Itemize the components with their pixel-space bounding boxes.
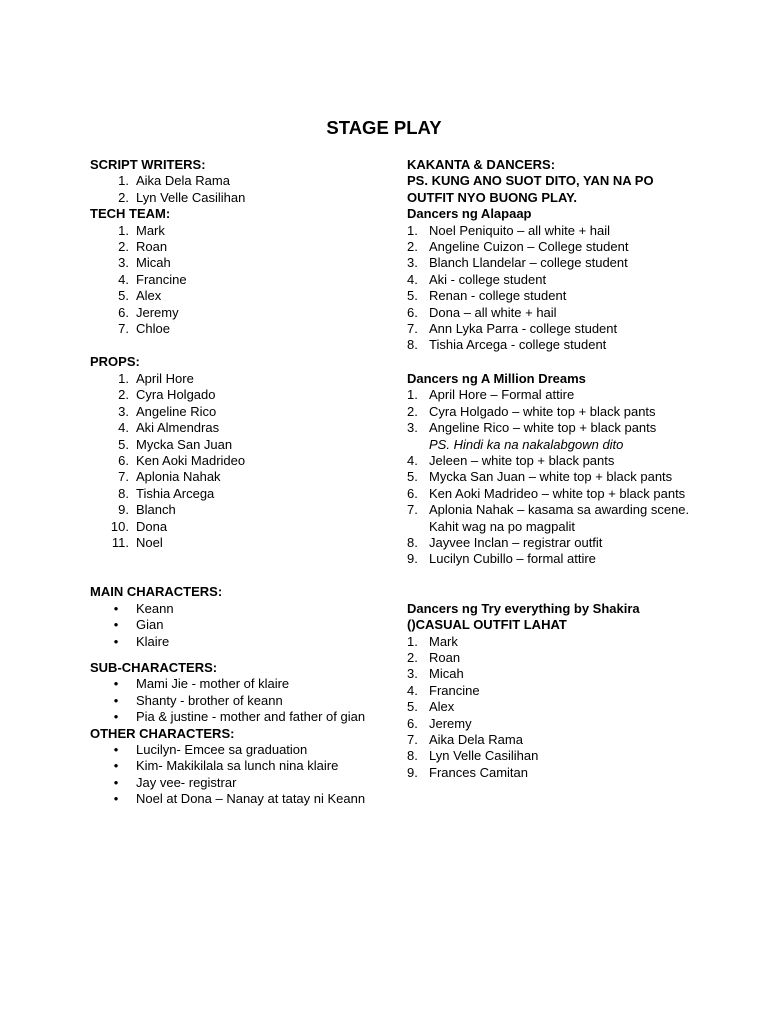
tech-team-heading: TECH TEAM:	[90, 206, 171, 222]
list-number: 6.	[118, 304, 129, 320]
list-number: 8.	[407, 534, 418, 550]
other-characters-heading: OTHER CHARACTERS:	[90, 725, 235, 741]
list-number: 7.	[118, 469, 129, 485]
main-characters-heading: MAIN CHARACTERS:	[90, 584, 223, 600]
list-item-text: Tishia Arcega	[136, 485, 215, 501]
list-number: 7.	[407, 321, 418, 337]
list-item-text: Jeleen – white top + black pants	[429, 452, 615, 468]
list-item-text: Aplonia Nahak	[136, 469, 221, 485]
dancers-heading: KAKANTA & DANCERS:	[407, 157, 556, 172]
million-dreams-heading: Dancers ng A Million Dreams	[407, 370, 586, 386]
left-column	[90, 157, 380, 808]
list-item	[407, 551, 697, 567]
outfit-note-heading: PS. KUNG ANO SUOT DITO, YAN NA PO OUTFIT NYO BUONG PLAY.	[407, 173, 654, 205]
list-item	[407, 223, 697, 239]
list-item-text: April Hore	[136, 370, 194, 386]
list-item	[90, 255, 380, 271]
list-number: 7.	[407, 732, 418, 747]
list-item	[90, 190, 380, 206]
list-number: 3.	[407, 255, 418, 271]
bullet-marker: •	[113, 758, 119, 774]
list-item-text: Roan	[429, 649, 461, 665]
main-characters-list	[90, 601, 380, 650]
list-item-text: April Hore – Formal attire	[429, 387, 575, 403]
list-item	[407, 699, 697, 715]
list-number: 5.	[118, 436, 129, 452]
list-number: 7.	[407, 502, 418, 518]
sub-characters-list	[90, 676, 380, 725]
list-item	[407, 387, 697, 403]
list-item	[407, 650, 697, 666]
list-item-text: Chloe	[136, 321, 170, 337]
list-number: 1.	[407, 633, 418, 649]
list-item-text: Aki Almendras	[136, 420, 220, 436]
list-item	[90, 617, 380, 633]
bullet-marker: •	[113, 617, 119, 633]
list-item	[407, 288, 697, 304]
list-item	[407, 239, 697, 255]
list-item	[90, 693, 380, 709]
list-item-text: Pia & justine - mother and father of gian	[136, 709, 366, 725]
list-number: 5.	[118, 288, 129, 304]
list-number: 4.	[407, 682, 418, 698]
list-item	[90, 758, 380, 774]
list-number: 8.	[407, 748, 418, 764]
bullet-marker: •	[113, 600, 119, 616]
list-item-text: Angeline Cuizon – College student	[429, 239, 629, 255]
list-number: 3.	[118, 403, 129, 419]
list-item	[90, 502, 380, 518]
list-item-text: Mark	[136, 222, 165, 238]
list-item	[90, 709, 380, 725]
try-everything-list	[407, 634, 697, 782]
script-writers-heading: SCRIPT WRITERS:	[90, 157, 206, 172]
list-item-text: Ken Aoki Madrideo	[136, 452, 246, 468]
list-item-text: Renan - college student	[429, 288, 567, 304]
list-item-text: Angeline Rico – white top + black pants	[429, 420, 657, 436]
list-item	[407, 337, 697, 353]
alapaap-list	[407, 223, 697, 354]
list-number: 2.	[118, 239, 129, 255]
list-number: 2.	[118, 189, 129, 205]
list-item-text: Mami Jie - mother of klaire	[136, 676, 290, 692]
list-item	[90, 676, 380, 692]
list-item	[407, 255, 697, 271]
list-item-text: Alex	[136, 288, 162, 304]
list-item	[90, 239, 380, 255]
list-item	[90, 272, 380, 288]
list-number: 1.	[407, 222, 418, 238]
list-item-text: Mycka San Juan – white top + black pants	[429, 469, 673, 485]
bullet-marker: •	[113, 791, 119, 807]
list-item-text: Lyn Velle Casilihan	[136, 189, 246, 205]
list-item-text: Frances Camitan	[429, 764, 528, 780]
list-number: 1.	[118, 173, 129, 189]
bullet-marker: •	[113, 692, 119, 708]
list-item-text: Aki - college student	[429, 271, 547, 287]
list-item-text: Mycka San Juan	[136, 436, 233, 452]
outfit-note: PS. Hindi ka na nakalabgown dito	[429, 436, 624, 452]
list-number: 3.	[407, 420, 418, 436]
list-item-text: Noel	[136, 534, 163, 550]
list-item-text: Klaire	[136, 633, 170, 649]
list-item	[407, 404, 697, 420]
list-item	[90, 387, 380, 403]
list-item-text: Angeline Rico	[136, 403, 217, 419]
list-item	[407, 765, 697, 781]
list-item-text: Ann Lyka Parra - college student	[429, 321, 618, 337]
list-item	[407, 486, 697, 502]
props-list	[90, 371, 380, 551]
list-item-text: Blanch	[136, 502, 176, 518]
list-item-text: Mark	[429, 633, 458, 649]
list-number: 11.	[111, 534, 129, 550]
list-number: 10.	[110, 518, 129, 534]
list-item	[90, 223, 380, 239]
list-item-text: Cyra Holgado	[136, 387, 216, 403]
list-item	[90, 321, 380, 337]
list-number: 5.	[407, 469, 418, 485]
list-item-text: Cyra Holgado – white top + black pants	[429, 403, 656, 419]
right-column	[407, 157, 697, 781]
bullet-marker: •	[113, 774, 119, 790]
list-item-text: Shanty - brother of keann	[136, 692, 283, 708]
list-item	[90, 791, 380, 807]
list-number: 5.	[407, 699, 418, 715]
bullet-marker: •	[113, 676, 119, 692]
page-title: STAGE PLAY	[326, 117, 442, 138]
list-item	[90, 305, 380, 321]
list-item	[90, 288, 380, 304]
list-item	[90, 535, 380, 551]
list-number: 6.	[407, 304, 418, 320]
list-item	[90, 371, 380, 387]
list-item-text: Keann	[136, 600, 174, 616]
list-number: 4.	[407, 271, 418, 287]
list-number: 4.	[407, 452, 418, 468]
list-item	[407, 321, 697, 337]
list-number: 4.	[118, 271, 129, 287]
list-item-text: Jeremy	[136, 304, 179, 320]
list-number: 7.	[118, 321, 129, 337]
list-item-text: Lyn Velle Casilihan	[429, 748, 539, 764]
list-item	[90, 601, 380, 617]
list-item	[407, 748, 697, 764]
list-item-text: Roan	[136, 239, 168, 255]
list-number: 1.	[118, 222, 129, 238]
list-item	[407, 535, 697, 551]
list-item-text: Lucilyn- Emcee sa graduation	[136, 742, 308, 757]
list-item-text: Francine	[136, 271, 187, 287]
list-item	[90, 486, 380, 502]
list-number: 9.	[407, 764, 418, 780]
list-item	[90, 420, 380, 436]
props-heading: PROPS:	[90, 354, 140, 370]
list-item	[407, 272, 697, 288]
try-everything-heading: Dancers ng Try everything by Shakira ()CASUAL OUTFIT LAHAT	[407, 600, 640, 633]
list-item-text: Ken Aoki Madrideo – white top + black pants	[429, 485, 686, 501]
list-item-text: Dona	[136, 518, 168, 534]
bullet-marker: •	[113, 633, 119, 649]
list-number: 2.	[407, 239, 418, 255]
list-item-text: Jeremy	[429, 715, 472, 731]
list-item-text: Aika Dela Rama	[136, 173, 230, 189]
list-number: 8.	[407, 337, 418, 353]
list-item	[90, 173, 380, 189]
list-item	[407, 469, 697, 485]
list-number: 3.	[118, 255, 129, 271]
list-item	[407, 683, 697, 699]
list-item-text: Aplonia Nahak – kasama sa awarding scene. Kahit wag na po magpalit	[429, 502, 690, 534]
alapaap-heading: Dancers ng Alapaap	[407, 206, 532, 222]
list-number: 6.	[407, 485, 418, 501]
list-item-text: Gian	[136, 617, 164, 633]
million-dreams-list	[407, 387, 697, 567]
list-number: 6.	[407, 715, 418, 731]
list-item-text: Micah	[429, 666, 464, 682]
list-item-text: Blanch Llandelar – college student	[429, 255, 628, 271]
tech-team-list	[90, 223, 380, 338]
list-item	[90, 469, 380, 485]
list-item-text: Noel at Dona – Nanay at tatay ni Keann	[136, 791, 366, 807]
bullet-marker: •	[113, 742, 119, 757]
list-number: 1.	[118, 370, 129, 386]
list-number: 3.	[407, 666, 418, 682]
list-item-text: Micah	[136, 255, 171, 271]
list-number: 1.	[407, 387, 418, 403]
list-number: 6.	[118, 452, 129, 468]
list-item	[407, 732, 697, 748]
list-item	[407, 634, 697, 650]
list-number: 9.	[118, 502, 129, 518]
list-item	[90, 634, 380, 650]
list-item-text: Jayvee Inclan – registrar outfit	[429, 534, 603, 550]
list-number: 8.	[118, 485, 129, 501]
list-item-text: Lucilyn Cubillo – formal attire	[429, 551, 596, 567]
list-item	[407, 716, 697, 732]
list-item	[407, 502, 697, 535]
list-item	[407, 453, 697, 469]
bullet-marker: •	[113, 709, 119, 725]
list-item-text: Tishia Arcega - college student	[429, 337, 607, 353]
list-item-text: Francine	[429, 682, 480, 698]
sub-characters-heading: SUB-CHARACTERS:	[90, 659, 218, 675]
other-characters-list	[90, 742, 380, 808]
list-item	[90, 775, 380, 791]
list-item-text: Noel Peniquito – all white + hail	[429, 222, 611, 238]
list-item	[90, 742, 380, 758]
list-number: 2.	[407, 403, 418, 419]
list-item	[407, 420, 697, 436]
list-number: 5.	[407, 288, 418, 304]
list-item	[407, 666, 697, 682]
list-number: 9.	[407, 551, 418, 567]
list-number: 4.	[118, 420, 129, 436]
list-item	[90, 519, 380, 535]
list-item	[90, 453, 380, 469]
list-item	[90, 437, 380, 453]
list-item-text: Aika Dela Rama	[429, 732, 523, 747]
list-item	[407, 305, 697, 321]
list-item-text: Kim- Makikilala sa lunch nina klaire	[136, 758, 339, 774]
list-item-text: Jay vee- registrar	[136, 774, 237, 790]
list-item	[90, 404, 380, 420]
list-number: 2.	[407, 649, 418, 665]
list-number: 2.	[118, 387, 129, 403]
script-writers-list	[90, 173, 380, 206]
list-item-text: Dona – all white + hail	[429, 304, 557, 320]
list-item-text: Alex	[429, 699, 455, 715]
